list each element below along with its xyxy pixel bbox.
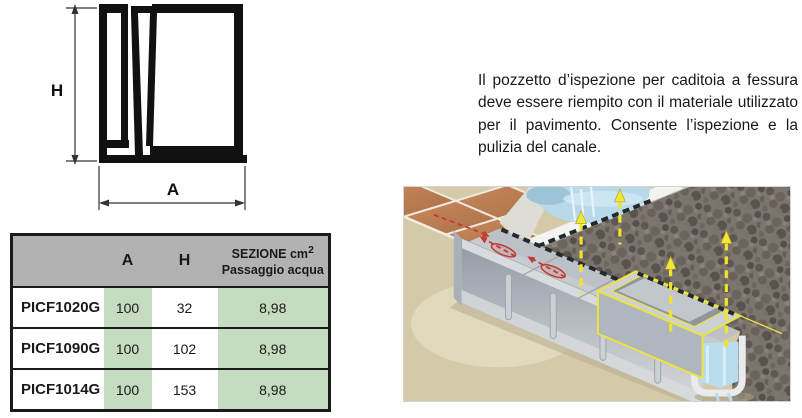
channel-cross-section-diagram	[0, 0, 280, 232]
a-dimension-label: A	[166, 180, 180, 199]
installation-illustration	[403, 186, 791, 402]
table-header-row	[12, 235, 330, 288]
sezione-superscript: 2	[308, 244, 314, 256]
col-header-sezione	[218, 235, 330, 288]
outlet-water	[698, 342, 738, 389]
height-h-cell: 102	[152, 328, 218, 369]
product-code-cell: PICF1014G	[12, 369, 104, 411]
sezione-header-line2: Passaggio acqua	[221, 263, 324, 278]
sezione-cell: 8,98	[218, 328, 330, 369]
table-row	[12, 328, 330, 369]
description-paragraph: Il pozzetto d’ispezione per caditoia a fessura deve essere riempito con il materiale utilizzato per il pavimento. Consente l’ispezione e la pulizia del canale.	[478, 72, 798, 157]
width-a-cell: 100	[104, 328, 152, 369]
h-dimension-label: H	[50, 81, 64, 100]
sezione-header-line1: SEZIONE $cm^2$	[231, 244, 314, 261]
col-header-empty	[12, 235, 104, 288]
profile-shape	[99, 4, 247, 163]
width-a-cell: 100	[104, 287, 152, 328]
sezione-cell: 8,98	[218, 287, 330, 328]
height-h-cell: 32	[152, 287, 218, 328]
col-header-a: A	[104, 235, 152, 288]
product-spec-table	[10, 233, 331, 412]
product-code-cell: PICF1090G	[12, 328, 104, 369]
table-row	[12, 369, 330, 411]
height-h-cell: 153	[152, 369, 218, 411]
width-a-cell: 100	[104, 369, 152, 411]
channel-end-cap	[454, 231, 462, 306]
sezione-cell: 8,98	[218, 369, 330, 411]
product-code-cell: PICF1020G	[12, 287, 104, 328]
table-row	[12, 287, 330, 328]
installation-illustration-svg	[404, 187, 790, 401]
col-header-h: H	[152, 235, 218, 288]
h-dimension-line	[66, 8, 97, 161]
